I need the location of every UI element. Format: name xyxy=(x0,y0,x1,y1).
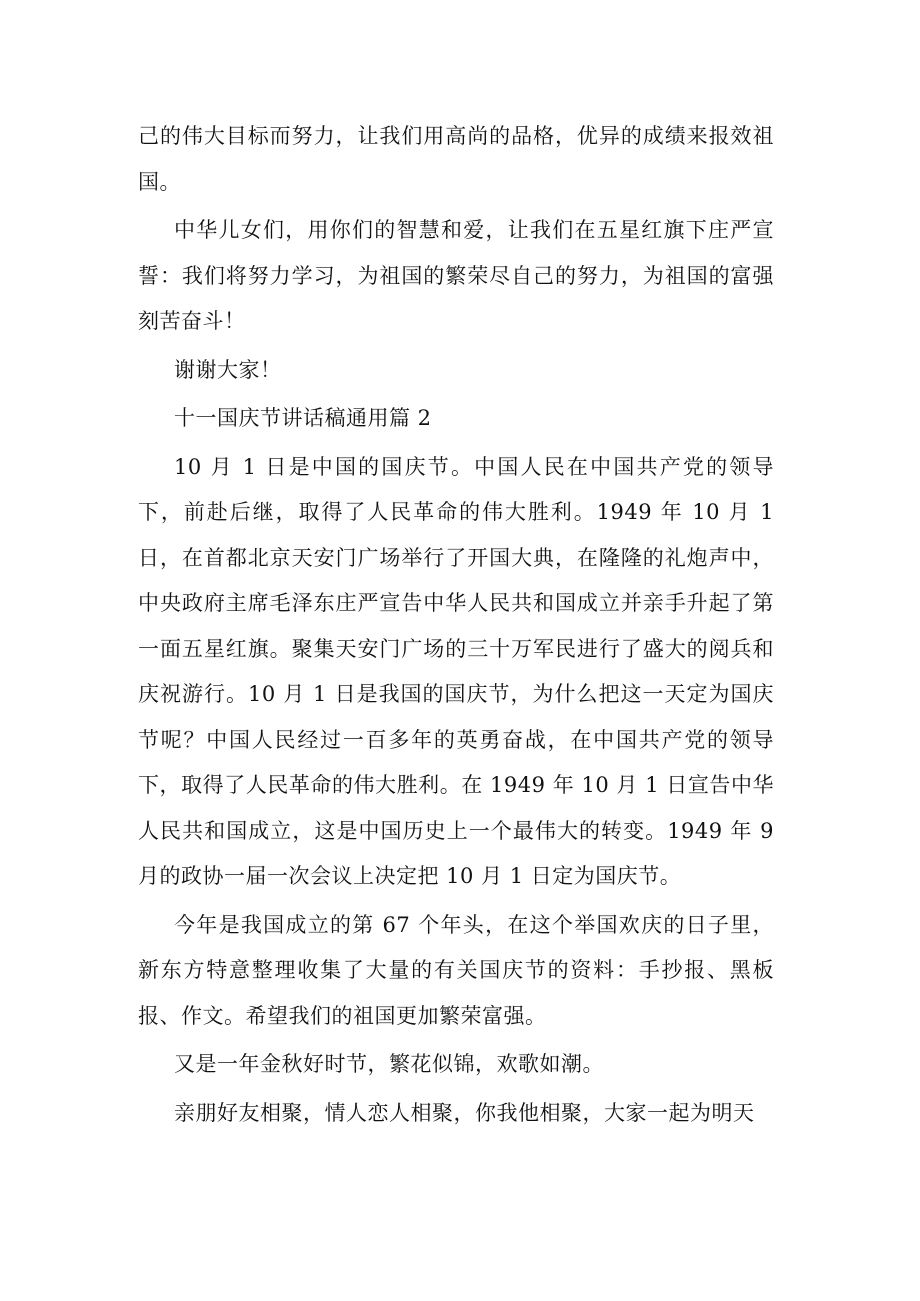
paragraph-6: 今年是我国成立的第 67 个年头，在这个举国欢庆的日子里，新东方特意整理收集了大量的有关国庆节的资料：手抄报、黑板报、作文。希望我们的祖国更加繁荣富强。 xyxy=(138,912,774,1028)
section-heading: 十一国庆节讲话稿通用篇 2 xyxy=(174,406,432,430)
paragraph-3: 谢谢大家！ xyxy=(174,357,282,382)
paragraph-5: 10 月 1 日是中国的国庆节。中国人民在中国共产党的领导下，前赴后继，取得了人民革命的伟大胜利。1949 年 10 月 1 日，在首都北京天安门广场举行了开国大典，在隆隆的礼炮声中，中央政府主席毛泽东庄严宣告中华人民共和国成立并亲手升起了第一面五星红旗。聚集天安门广场的三十万军民进行了盛大的阅兵和庆祝游行。10 月 1 日是我国的国庆节，为什么把这一天定为国庆节呢？中国人民经过一百多年的英勇奋战，在中国共产党的领导下，取得了人民革命的伟大胜利。在 1949 年 10 月 1 日宣告中华人民共和国成立，这是中国历史上一个最伟大的转变。1949 年 9 月的政协一届一次会议上决定把 10 月 1 日定为国庆节。 xyxy=(138,454,774,888)
document-body xyxy=(138,114,774,1139)
paragraph-1: 己的伟大目标而努力，让我们用高尚的品格，优异的成绩来报效祖国。 xyxy=(138,124,774,194)
paragraph-2: 中华儿女们，用你们的智慧和爱，让我们在五星红旗下庄严宣誓：我们将努力学习，为祖国的繁荣尽自己的努力，为祖国的富强刻苦奋斗！ xyxy=(138,218,774,333)
paragraph-8: 亲朋好友相聚，情人恋人相聚，你我他相聚，大家一起为明天 xyxy=(174,1100,755,1125)
paragraph-7: 又是一年金秋好时节，繁花似锦，欢歌如潮。 xyxy=(174,1052,604,1076)
